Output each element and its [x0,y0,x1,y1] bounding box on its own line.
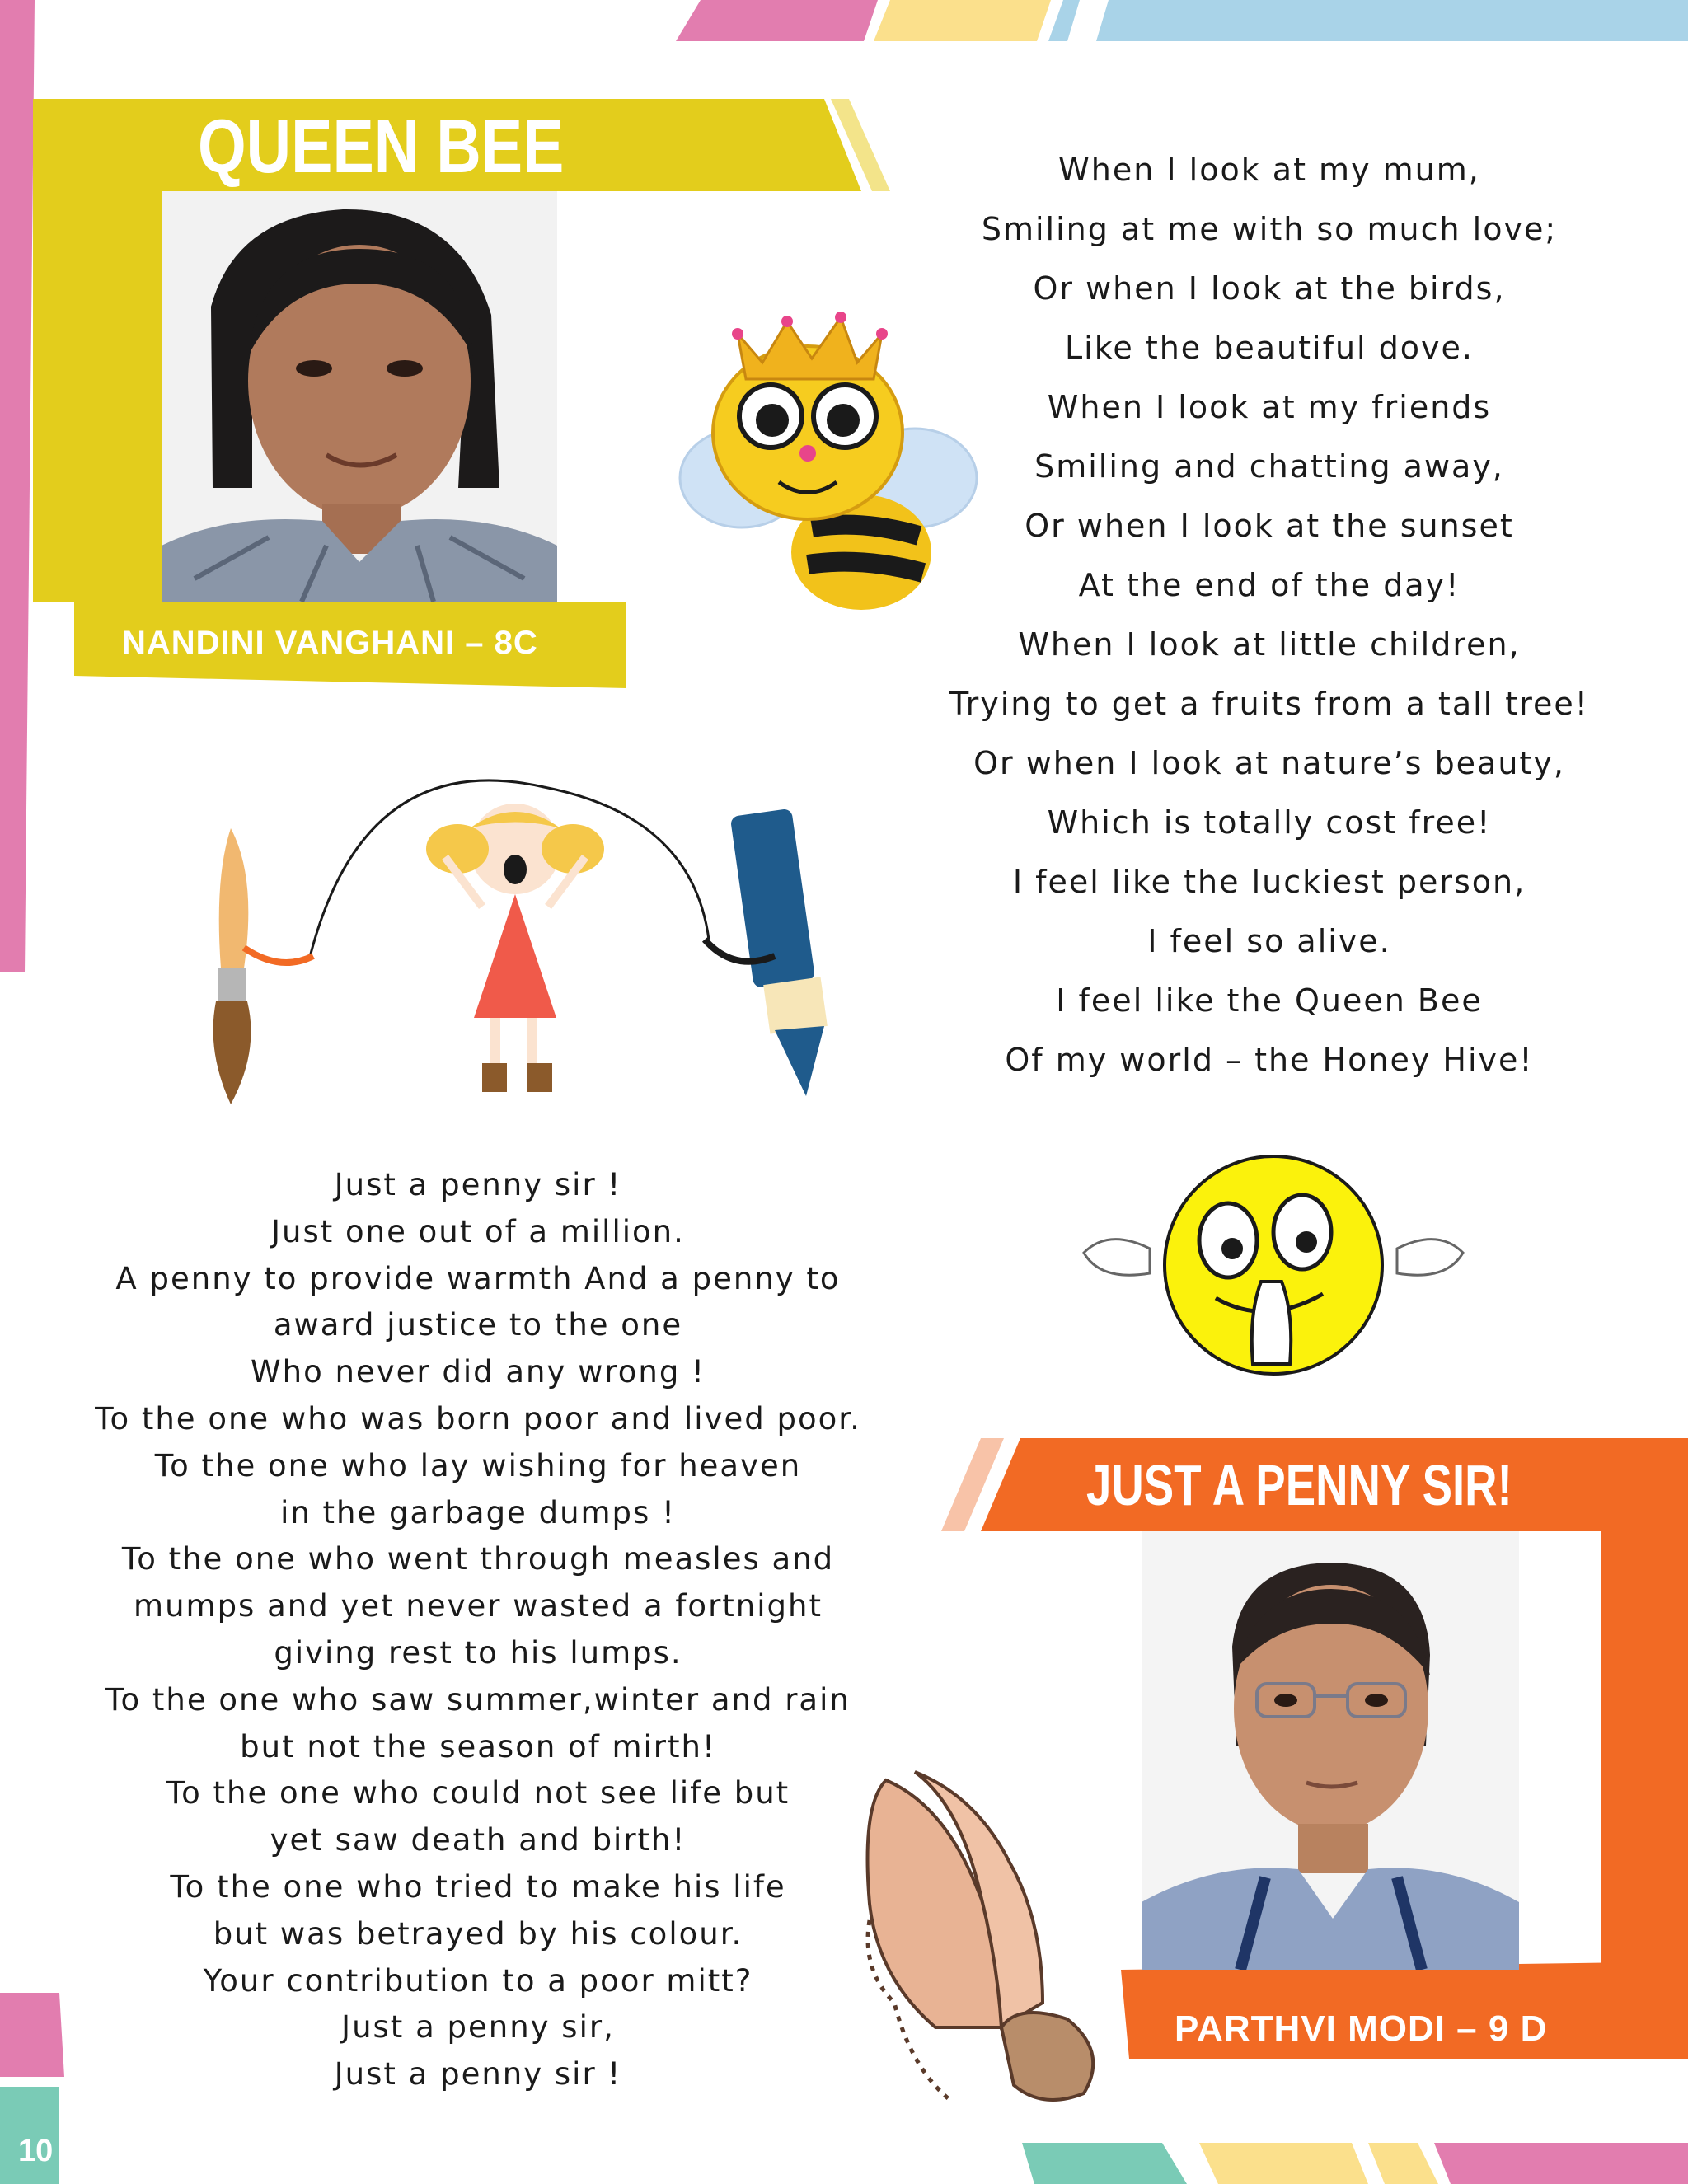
poem-line: Which is totally cost free! [1047,804,1492,841]
penny-poem [74,1162,882,2098]
poem-line: I feel like the luckiest person, [1012,864,1526,900]
poem-line: Or when I look at the sunset [1025,508,1514,544]
poem-line: To the one who saw summer,winter and rain [106,1681,851,1718]
poem-line: To the one who lay wishing for heaven [154,1447,802,1483]
queen-bee-title: QUEEN BEE [198,105,565,189]
poem-line: To the one who tried to make his life [170,1868,786,1905]
poem-line: I feel like the Queen Bee [1056,982,1483,1019]
poem-line: Smiling at me with so much love; [981,211,1558,247]
penny-author: PARTHVI MODI – 9 D [1175,2008,1548,2049]
poem-line: Or when I look at the birds, [1033,270,1506,307]
poem-line: Like the beautiful dove. [1064,330,1475,366]
poem-line: A penny to provide warmth And a penny to [115,1260,841,1296]
student-photo-nandini [162,191,557,602]
poem-line: but was betrayed by his colour. [213,1915,743,1952]
poem-line: yet saw death and birth! [270,1822,687,1858]
poem-line: When I look at little children, [1018,626,1521,663]
praying-smiley-icon [1076,1150,1471,1385]
poem-line: At the end of the day! [1078,567,1461,603]
penny-title: JUST A PENNY SIR! [1086,1453,1512,1517]
poem-line: Your contribution to a poor mitt? [203,1962,753,1999]
poem-line: Just a penny sir ! [334,1167,622,1202]
poem-line: To the one who went through measles and [121,1541,835,1577]
poem-line: Smiling and chatting away, [1034,448,1504,485]
poem-line: Of my world – the Honey Hive! [1005,1042,1534,1078]
student-photo-parthvi [1142,1531,1519,1970]
poem-line: I feel so alive. [1147,923,1391,959]
skipping-rope-icon [198,779,841,1108]
poem-line: Trying to get a fruits from a tall tree! [949,686,1589,722]
page-number: 10 [18,2134,54,2168]
poem-line: Just a penny sir, [341,2009,615,2046]
poem-line: giving rest to his lumps. [274,1634,682,1671]
poem-line: in the garbage dumps ! [280,1494,676,1530]
poem-line: Or when I look at nature’s beauty, [973,745,1565,781]
queen-bee-poem [923,140,1615,1090]
poem-line: but not the season of mirth! [240,1728,716,1765]
poem-line: award justice to the one [273,1307,683,1343]
poem-line: Just one out of a million. [271,1213,685,1249]
poem-line: When I look at my mum, [1058,152,1480,188]
poem-line: To the one who could not see life but [166,1775,790,1811]
poem-line: When I look at my friends [1047,389,1492,425]
poem-line: mumps and yet never wasted a fortnight [134,1588,823,1624]
poem-line: Who never did any wrong ! [251,1354,706,1390]
poem-line: Just a penny sir ! [334,2056,622,2093]
queen-bee-author: NANDINI VANGHANI – 8C [122,625,538,661]
poem-line: To the one who was born poor and lived poor. [95,1400,861,1436]
